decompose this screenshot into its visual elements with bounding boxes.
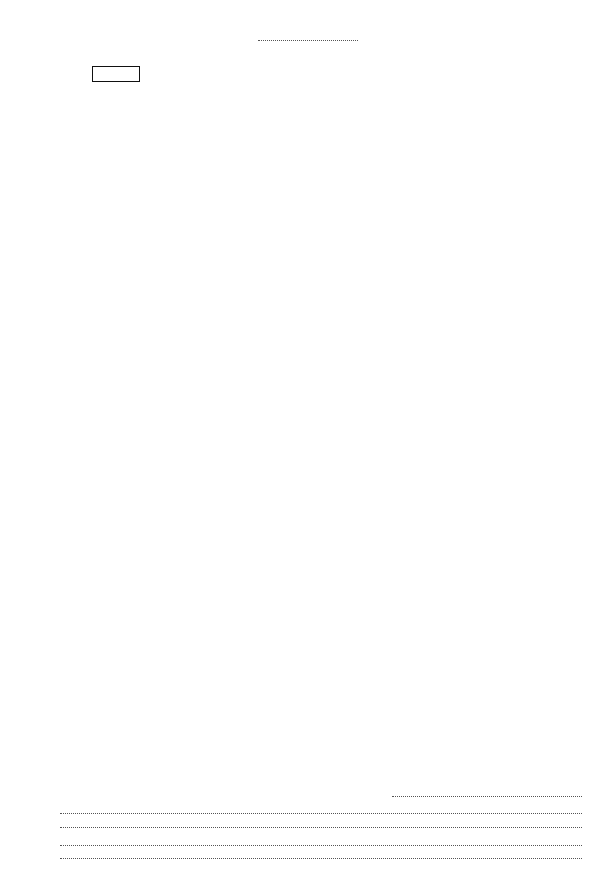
notes-line-2 <box>60 858 582 859</box>
notes-line-1 <box>60 845 582 846</box>
specifier-line-3 <box>60 827 582 828</box>
specifier-line-1 <box>392 796 582 797</box>
specifier-line-2 <box>60 813 582 814</box>
